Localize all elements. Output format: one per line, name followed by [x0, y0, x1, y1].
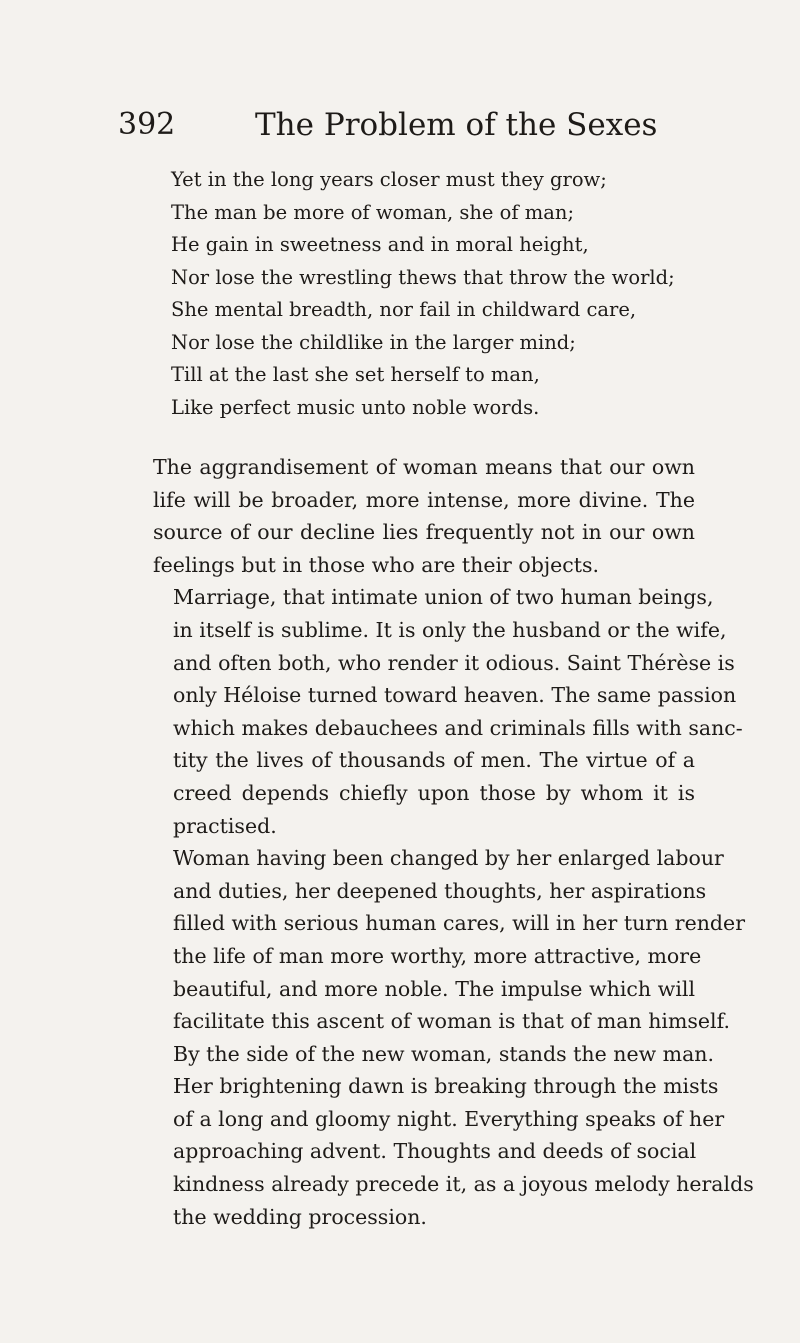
- text-line: Marriage, that intimate union of two human beings,: [173, 585, 714, 610]
- text-line: life will be broader, more intense, more divine. The: [153, 487, 695, 512]
- paragraph: [153, 451, 695, 581]
- poem-line: Till at the last she set herself to man,: [171, 363, 540, 386]
- text-line: the wedding procession.: [173, 1204, 427, 1229]
- body-text: [153, 451, 754, 1233]
- poem-line: Like perfect music unto noble words.: [171, 395, 540, 419]
- paragraph: [153, 581, 743, 842]
- text-line: beautiful, and more noble. The impulse which will: [173, 976, 695, 1001]
- text-line: filled with serious human cares, will in her turn render: [173, 911, 745, 936]
- running-head: [118, 100, 718, 150]
- text-line: feelings but in those who are their objects.: [153, 552, 600, 577]
- text-line: source of our decline lies frequently not in our own: [153, 520, 695, 545]
- poem-stanza: [171, 164, 691, 424]
- text-line: Her brightening dawn is breaking through the mists: [173, 1074, 719, 1099]
- text-line: By the side of the new woman, stands the new man.: [173, 1041, 715, 1066]
- text-line: The aggrandisement of woman means that our own: [153, 455, 695, 479]
- text-line: the life of man more worthy, more attractive, more: [173, 943, 702, 968]
- text-line: practised.: [173, 813, 277, 838]
- text-line: which makes debauchees and criminals fills with sanc-: [173, 715, 743, 740]
- paragraph: [153, 842, 754, 1233]
- text-line: in itself is sublime. It is only the husband or the wife,: [173, 617, 727, 642]
- running-title: The Problem of the Sexes: [255, 107, 658, 143]
- text-line: creed depends chiefly upon those by whom it is: [173, 780, 695, 805]
- text-line: of a long and gloomy night. Everything speaks of her: [173, 1106, 725, 1131]
- poem-line: Nor lose the wrestling thews that throw the world;: [171, 265, 675, 289]
- text-line: and duties, her deepened thoughts, her aspirations: [173, 878, 707, 903]
- poem-line: Nor lose the childlike in the larger mind;: [171, 330, 576, 354]
- text-line: kindness already precede it, as a joyous melody heralds: [173, 1172, 754, 1197]
- text-line: approaching advent. Thoughts and deeds of social: [173, 1139, 697, 1164]
- text-line: tity the lives of thousands of men. The virtue of a: [173, 748, 695, 773]
- page-number: 392: [118, 107, 176, 142]
- poem-line: Yet in the long years closer must they grow;: [171, 168, 607, 191]
- poem-line: He gain in sweetness and in moral height,: [171, 233, 589, 256]
- text-line: facilitate this ascent of woman is that of man himself.: [173, 1009, 730, 1034]
- text-line: only Héloise turned toward heaven. The same passion: [173, 683, 737, 708]
- text-line: and often both, who render it odious. Saint Thérèse is: [173, 650, 735, 675]
- text-line: Woman having been changed by her enlarged labour: [173, 846, 724, 871]
- poem-line: She mental breadth, nor fail in childward care,: [171, 298, 637, 321]
- poem-line: The man be more of woman, she of man;: [171, 200, 575, 224]
